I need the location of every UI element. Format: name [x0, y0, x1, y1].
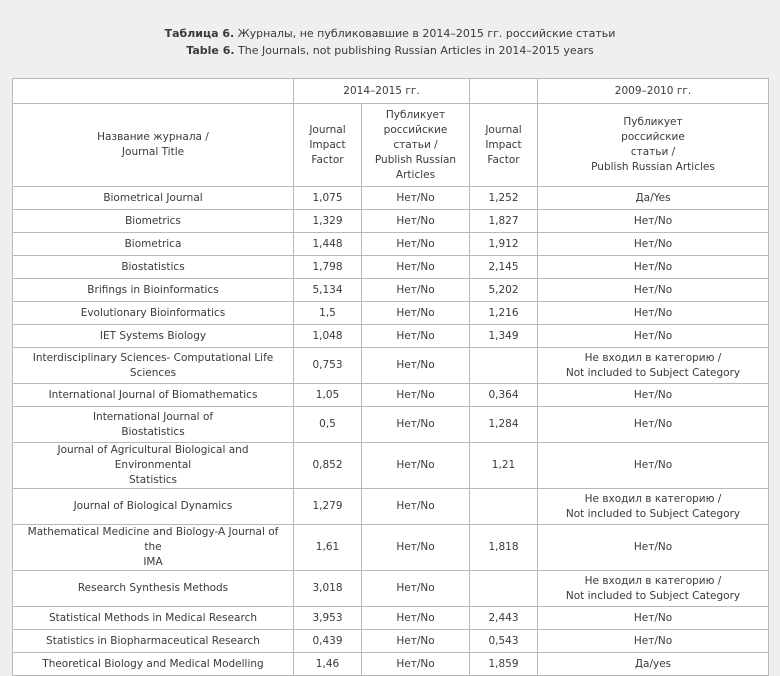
- table-row: [13, 407, 769, 443]
- jif-2014-cell: 1,048: [294, 325, 362, 348]
- table-row: [13, 384, 769, 407]
- jif-2009-cell: 2,443: [470, 607, 538, 630]
- journal-title-cell: Statistical Methods in Medical Research: [13, 607, 294, 630]
- table-row: [13, 525, 769, 571]
- jif-2014-cell: 5,134: [294, 279, 362, 302]
- publish-2014-cell: Нет/No: [362, 187, 470, 210]
- jif-2009-cell: 2,145: [470, 256, 538, 279]
- publish-2009-cell: Нет/No: [538, 233, 769, 256]
- journal-title-cell: International Journal of Biomathematics: [13, 384, 294, 407]
- journal-title-cell: Evolutionary Bioinformatics: [13, 302, 294, 325]
- jif-2014-cell: 1,279: [294, 489, 362, 525]
- jif-2014-cell: 1,798: [294, 256, 362, 279]
- header-jif-2009: Journal Impact Factor: [470, 104, 538, 187]
- publish-2014-cell: Нет/No: [362, 302, 470, 325]
- journal-title-cell: Research Synthesis Methods: [13, 571, 294, 607]
- publish-2014-cell: Нет/No: [362, 233, 470, 256]
- jif-2014-cell: 0,439: [294, 630, 362, 653]
- table-row: [13, 279, 769, 302]
- publish-2014-cell: Нет/No: [362, 653, 470, 676]
- header-journal-title: Название журнала / Journal Title: [13, 104, 294, 187]
- jif-2014-cell: 0,753: [294, 348, 362, 384]
- jif-2009-cell: 1,859: [470, 653, 538, 676]
- header-blank-2: [470, 79, 538, 104]
- table-row: [13, 653, 769, 676]
- header-period-2014: 2014–2015 гг.: [294, 79, 470, 104]
- journal-title-cell: Interdisciplinary Sciences- Computational Life Sciences: [13, 348, 294, 384]
- publish-2014-cell: Нет/No: [362, 525, 470, 571]
- jif-2009-cell: 1,284: [470, 407, 538, 443]
- jif-2014-cell: 1,329: [294, 210, 362, 233]
- publish-2009-cell: Нет/No: [538, 384, 769, 407]
- jif-2014-cell: 1,46: [294, 653, 362, 676]
- publish-2009-cell: Нет/No: [538, 525, 769, 571]
- publish-2014-cell: Нет/No: [362, 607, 470, 630]
- jif-2009-cell: 1,827: [470, 210, 538, 233]
- publish-2009-cell: Да/yes: [538, 653, 769, 676]
- table-row: [13, 607, 769, 630]
- table-row: [13, 325, 769, 348]
- journal-title-cell: Biostatistics: [13, 256, 294, 279]
- publish-2009-cell: Нет/No: [538, 302, 769, 325]
- jif-2009-cell: 1,912: [470, 233, 538, 256]
- journal-title-cell: Biometrical Journal: [13, 187, 294, 210]
- jif-2014-cell: 0,852: [294, 443, 362, 489]
- publish-2014-cell: Нет/No: [362, 489, 470, 525]
- jif-2009-cell: 1,349: [470, 325, 538, 348]
- jif-2009-cell: 1,818: [470, 525, 538, 571]
- table-row: [13, 571, 769, 607]
- table-row: [13, 630, 769, 653]
- journal-title-cell: Biometrics: [13, 210, 294, 233]
- journal-title-cell: International Journal of Biostatistics: [13, 407, 294, 443]
- caption-en-text: The Journals, not publishing Russian Articles in 2014–2015 years: [234, 44, 594, 57]
- journal-title-cell: Journal of Agricultural Biological and Environmental Statistics: [13, 443, 294, 489]
- publish-2009-cell: Нет/No: [538, 210, 769, 233]
- table-row: [13, 443, 769, 489]
- jif-2014-cell: 1,448: [294, 233, 362, 256]
- publish-2014-cell: Нет/No: [362, 325, 470, 348]
- publish-2014-cell: Нет/No: [362, 279, 470, 302]
- jif-2009-cell: 1,216: [470, 302, 538, 325]
- publish-2014-cell: Нет/No: [362, 630, 470, 653]
- header-blank: [13, 79, 294, 104]
- journal-title-cell: Brifings in Bioinformatics: [13, 279, 294, 302]
- journals-table: [12, 78, 769, 676]
- journal-title-cell: Statistics in Biopharmaceutical Research: [13, 630, 294, 653]
- publish-2009-cell: Нет/No: [538, 407, 769, 443]
- table-row: [13, 233, 769, 256]
- publish-2014-cell: Нет/No: [362, 443, 470, 489]
- header-publish-2014: Публикует российские статьи / Publish Russian Articles: [362, 104, 470, 187]
- jif-2009-cell: 0,364: [470, 384, 538, 407]
- jif-2014-cell: 0,5: [294, 407, 362, 443]
- journal-title-cell: Theoretical Biology and Medical Modelling: [13, 653, 294, 676]
- jif-2014-cell: 1,05: [294, 384, 362, 407]
- header-period-2009: 2009–2010 гг.: [538, 79, 769, 104]
- header-jif-2014: Journal Impact Factor: [294, 104, 362, 187]
- table-row: [13, 302, 769, 325]
- publish-2009-cell: Не входил в категорию / Not included to Subject Category: [538, 348, 769, 384]
- caption-en-label: Table 6.: [186, 44, 235, 57]
- jif-2014-cell: 3,018: [294, 571, 362, 607]
- jif-2009-cell: 5,202: [470, 279, 538, 302]
- jif-2009-cell: [470, 348, 538, 384]
- publish-2014-cell: Нет/No: [362, 384, 470, 407]
- publish-2009-cell: Нет/No: [538, 630, 769, 653]
- table-caption-en: [0, 42, 780, 59]
- journal-title-cell: Mathematical Medicine and Biology-A Journal of the IMA: [13, 525, 294, 571]
- journal-title-cell: Journal of Biological Dynamics: [13, 489, 294, 525]
- publish-2014-cell: Нет/No: [362, 348, 470, 384]
- jif-2009-cell: 1,21: [470, 443, 538, 489]
- jif-2009-cell: 1,252: [470, 187, 538, 210]
- table-row: [13, 256, 769, 279]
- table-caption-ru: [0, 0, 780, 42]
- publish-2009-cell: Нет/No: [538, 443, 769, 489]
- jif-2014-cell: 1,61: [294, 525, 362, 571]
- publish-2014-cell: Нет/No: [362, 407, 470, 443]
- publish-2009-cell: Да/Yes: [538, 187, 769, 210]
- caption-ru-text: Журналы, не публиковавшие в 2014–2015 гг. российские статьи: [234, 27, 616, 40]
- jif-2014-cell: 1,075: [294, 187, 362, 210]
- publish-2009-cell: Не входил в категорию / Not included to Subject Category: [538, 571, 769, 607]
- table-row: [13, 348, 769, 384]
- publish-2014-cell: Нет/No: [362, 210, 470, 233]
- header-publish-2009: Публикует российские статьи / Publish Russian Articles: [538, 104, 769, 187]
- jif-2009-cell: [470, 571, 538, 607]
- publish-2009-cell: Не входил в категорию / Not included to Subject Category: [538, 489, 769, 525]
- caption-ru-label: Таблица 6.: [164, 27, 235, 40]
- table-row: [13, 187, 769, 210]
- publish-2014-cell: Нет/No: [362, 571, 470, 607]
- table-row: [13, 210, 769, 233]
- table-row: [13, 489, 769, 525]
- publish-2014-cell: Нет/No: [362, 256, 470, 279]
- publish-2009-cell: Нет/No: [538, 256, 769, 279]
- jif-2009-cell: 0,543: [470, 630, 538, 653]
- publish-2009-cell: Нет/No: [538, 325, 769, 348]
- jif-2014-cell: 1,5: [294, 302, 362, 325]
- publish-2009-cell: Нет/No: [538, 279, 769, 302]
- publish-2009-cell: Нет/No: [538, 607, 769, 630]
- jif-2014-cell: 3,953: [294, 607, 362, 630]
- journal-title-cell: IET Systems Biology: [13, 325, 294, 348]
- journal-title-cell: Biometrica: [13, 233, 294, 256]
- jif-2009-cell: [470, 489, 538, 525]
